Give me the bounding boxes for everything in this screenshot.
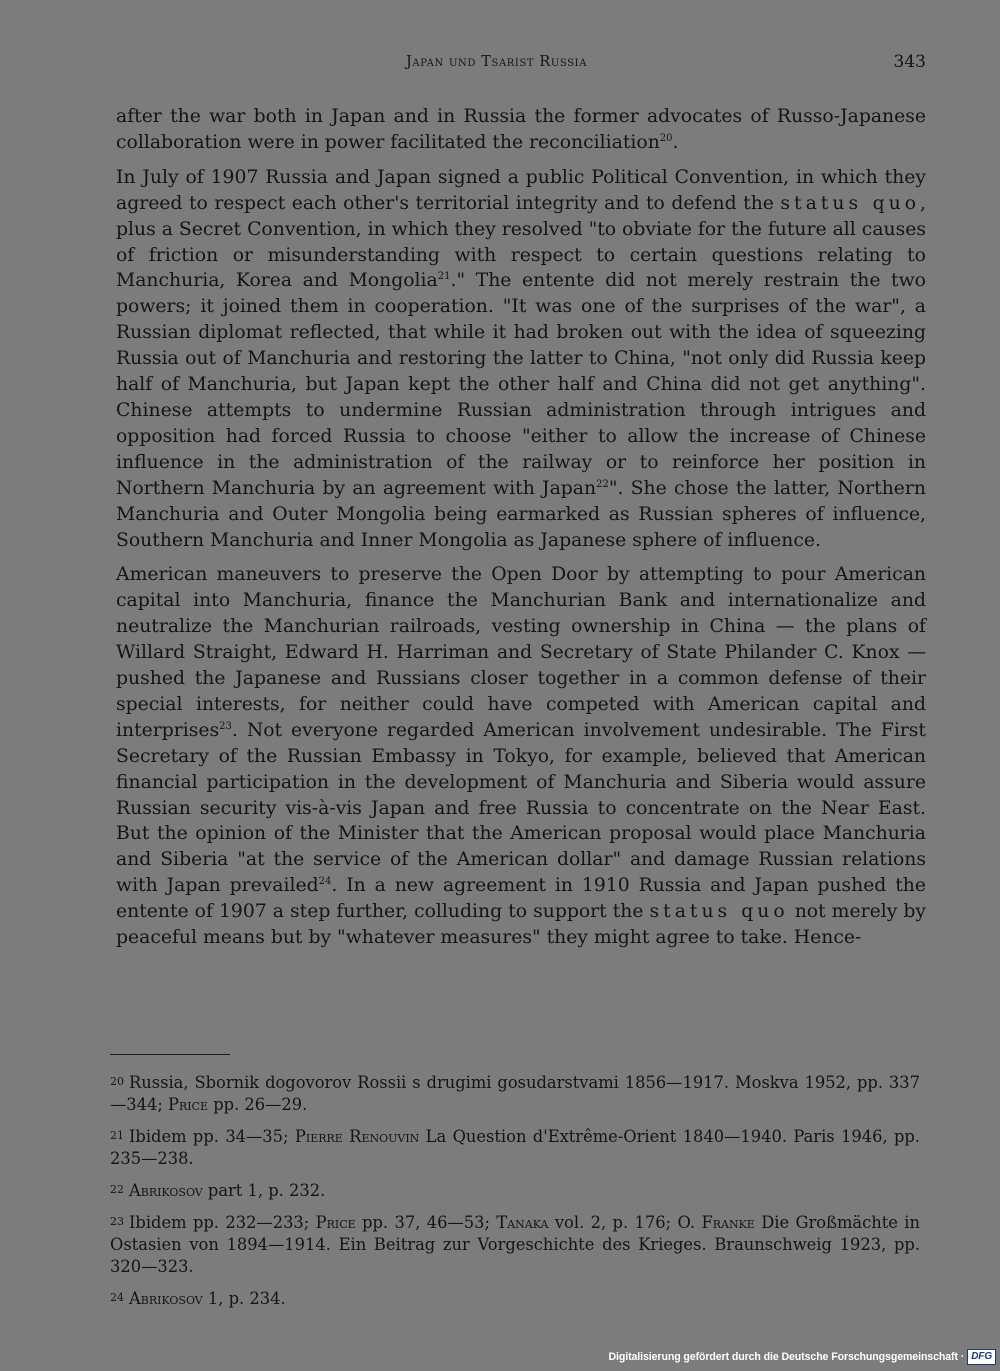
paragraph-text: . Not everyone regarded American involvement undesirable. The First Secretary of the Russian Embassy in Tokyo, for example, believed that American financial participation in the development of Manchuria and Siberia would assure Russian security vis-à-vis Japan and free Russia to concentrate on the Near East. But the opinion of the Minister that the American proposal would place Manchuria and Siberia "at the service of the American dollar" and damage Russian relations with Japan prevailed <box>116 719 926 897</box>
spaced-term: status quo <box>649 901 789 923</box>
footnote-text: La Question d'Extrême-Orient 1840—1940. Paris 1946, pp. 235—238. <box>110 1127 921 1168</box>
funding-notice: Digitalisierung gefördert durch die Deutsche Forschungsgemeinschaft · <box>608 1351 965 1363</box>
footnote-21 <box>110 1125 920 1170</box>
footnote-text: Ibidem pp. 34—35; <box>129 1127 295 1146</box>
footnote-ref: 22 <box>596 478 609 490</box>
author-name: Abrikosov <box>129 1181 203 1200</box>
paragraph-text: not merely by peaceful means but by "whatever measures" they might agree to take. Hence- <box>116 901 926 949</box>
running-title: Japan und Tsarist Russia <box>406 54 588 70</box>
footnote-text: Russia, Sbornik dogovorov Rossii s drugimi gosudarstvami 1856—1917. Moskva 1952, pp. 337—344; <box>110 1073 920 1114</box>
footnote-text: vol. 2, p. 176; O. <box>548 1213 702 1232</box>
footnote-text: Ibidem pp. 232—233; <box>129 1213 316 1232</box>
main-text <box>116 104 926 960</box>
footnote-ref: 21 <box>437 271 451 283</box>
author-name: Abrikosov <box>129 1289 203 1308</box>
page-number: 343 <box>893 52 926 72</box>
footnote-number: 23 <box>110 1215 124 1228</box>
paragraph-text: . In a new agreement in 1910 Russia and Japan pushed the entente of 1907 a step further, colluding to support the <box>116 875 926 923</box>
paragraph-text: ." The entente did not merely restrain the two powers; it joined them in cooperation. "It was one of the surprises of the war", a Russian diplomat reflected, that while it had broken out with the idea of squeezing Russia out of Manchuria and restoring the latter to China, "not only did Russia keep half of Manchuria, but Japan kept the other half and China did not get anything". Chinese attempts to undermine Russian administration through intrigues and opposition had forced Russia to choose "either to allow the increase of Chinese influence in the administration of the railway or to reinforce her position in Northern Manchuria by an agreement with Japan <box>116 270 926 499</box>
digitization-credit <box>608 1348 996 1366</box>
paragraph-text: , plus a Secret Convention, in which they resolved "to obviate for the future all causes of friction or misunderstanding with respect to certain questions relating to Manchuria, Korea and Mongolia <box>116 192 927 292</box>
footnote-text: pp. 26—29. <box>208 1095 308 1114</box>
footnote-number: 20 <box>110 1075 124 1088</box>
footnote-text: 1, p. 234. <box>202 1289 286 1308</box>
footnote-number: 22 <box>110 1183 124 1196</box>
paragraph-2 <box>116 165 926 554</box>
paragraph-text: after the war both in Japan and in Russia the former advocates of Russo-Japanese collaboration were in power facilitated the reconciliation <box>116 106 926 153</box>
footnote-20 <box>110 1071 920 1116</box>
author-name: Franke <box>701 1213 755 1232</box>
footnotes <box>110 1071 920 1319</box>
paragraph-text: ". She chose the latter, Northern Manchuria and Outer Mongolia being earmarked as Russian spheres of influence, Southern Manchuria and Inner Mongolia as Japanese sphere of influence. <box>116 477 926 551</box>
paragraph-text: . <box>672 131 679 153</box>
spaced-term: status quo <box>780 192 921 214</box>
footnote-number: 24 <box>110 1291 124 1304</box>
footnote-ref: 23 <box>219 720 232 732</box>
footnote-24 <box>110 1287 920 1310</box>
footnote-22 <box>110 1179 920 1202</box>
footnote-23 <box>110 1211 920 1278</box>
footnote-text: Die Großmächte in Ostasien von 1894—1914. Ein Beitrag zur Vorgeschichte des Krieges. Braunschweig 1923, pp. 320—323. <box>110 1213 920 1276</box>
footnote-rule <box>110 1054 230 1055</box>
paragraph-text: American maneuvers to preserve the Open Door by attempting to pour American capital into Manchuria, finance the Manchurian Bank and internationalize and neutralize the Manchurian railroads, vesting ownership in China — the plans of Willard Straight, Edward H. Harriman and Secretary of State Philander C. Knox — pushed the Japanese and Russians closer together in a common defense of their special interests, for neither could have competed with American capital and interprises <box>116 564 926 741</box>
paragraph-1 <box>116 104 926 156</box>
footnote-text: pp. 37, 46—53; <box>355 1213 497 1232</box>
dfg-logo-icon: DFG <box>967 1349 996 1365</box>
author-name: Price <box>168 1095 209 1114</box>
author-name: Pierre Renouvin <box>294 1127 420 1146</box>
footnote-ref: 20 <box>659 132 673 144</box>
paragraph-text: In July of 1907 Russia and Japan signed a public Political Convention, in which they agreed to respect each other's territorial integrity and to defend the <box>116 166 926 214</box>
author-name: Price <box>315 1213 356 1232</box>
footnote-text: part 1, p. 232. <box>202 1181 326 1200</box>
running-header <box>116 54 926 78</box>
author-name: Tanaka <box>496 1213 549 1232</box>
paragraph-3 <box>116 562 926 951</box>
footnote-ref: 24 <box>318 876 332 888</box>
footnote-number: 21 <box>110 1129 124 1142</box>
